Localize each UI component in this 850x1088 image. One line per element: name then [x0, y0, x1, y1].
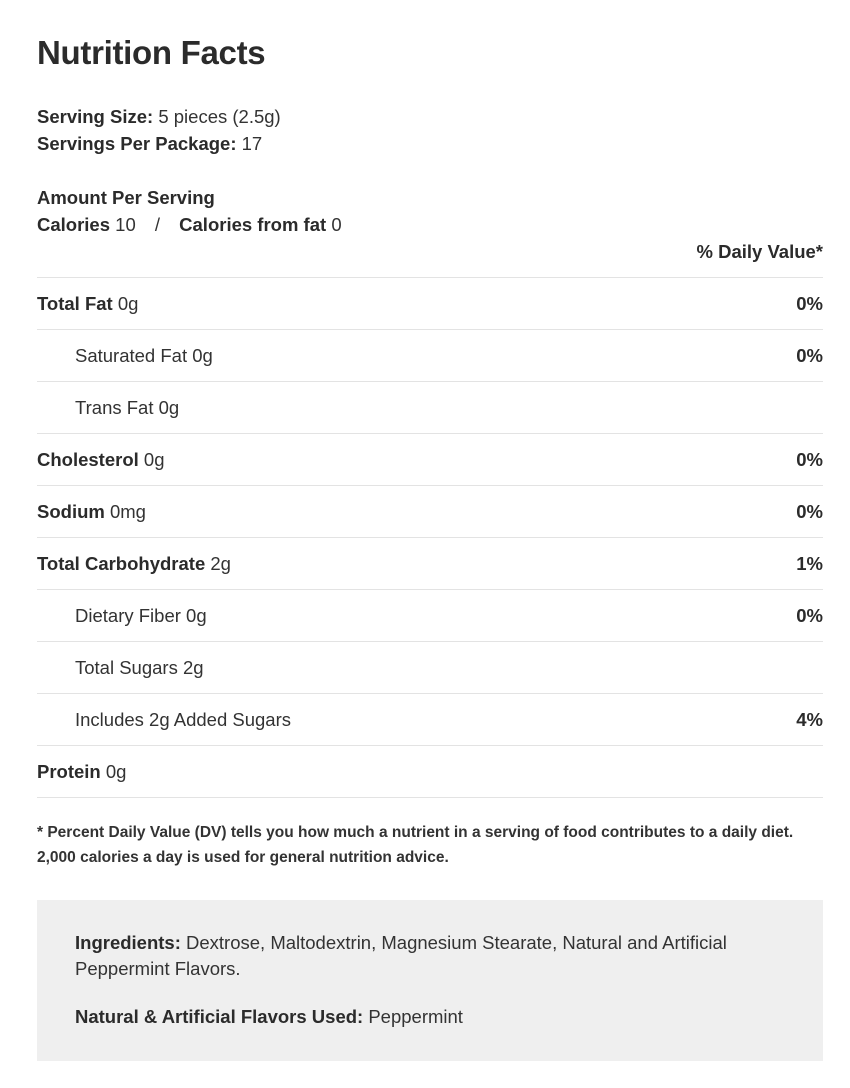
- nutrient-amount: 0g: [186, 604, 207, 626]
- nutrient-amount: 2g: [182, 656, 204, 678]
- calories-line: [37, 214, 342, 236]
- nutrient-row-total-carbohydrate: [37, 538, 823, 590]
- ingredients-panel: [37, 900, 823, 1061]
- nutrient-dv: 1%: [796, 552, 823, 574]
- nutrient-amount: 0g: [105, 760, 127, 782]
- calories-label: Calories: [37, 214, 111, 235]
- nutrient-row-protein: [37, 746, 823, 798]
- nutrient-name: Sodium: [37, 500, 105, 522]
- amount-per-serving-label: Amount Per Serving: [37, 187, 215, 208]
- page-title: Nutrition Facts: [37, 34, 266, 71]
- nutrient-name: Trans Fat: [75, 396, 154, 418]
- nutrient-dv: 0%: [796, 604, 823, 626]
- ingredients-line: [75, 930, 785, 982]
- serving-size-label: Serving Size:: [37, 106, 154, 127]
- amount-per-serving: [37, 187, 215, 209]
- calories-value: 10: [115, 214, 136, 235]
- nutrient-row-cholesterol: [37, 434, 823, 486]
- footnote-line-2: 2,000 calories a day is used for general nutrition advice.: [37, 849, 449, 866]
- nutrient-row-sodium: [37, 486, 823, 538]
- nutrient-row-added-sugars: [37, 694, 823, 746]
- nutrient-amount: 0g: [143, 448, 165, 470]
- nutrient-name: Total Carbohydrate: [37, 552, 206, 574]
- nutrient-amount: 0mg: [109, 500, 146, 522]
- nutrient-name: Cholesterol: [37, 448, 139, 470]
- nutrient-dv: 4%: [796, 708, 823, 730]
- nutrient-row-total-sugars: [37, 642, 823, 694]
- footnote-line-1: * Percent Daily Value (DV) tells you how much a nutrient in a serving of food contributes to a daily diet.: [37, 824, 794, 841]
- nutrient-name: Protein: [37, 760, 101, 782]
- nutrient-dv: 0%: [796, 500, 823, 522]
- nutrient-row-trans-fat: [37, 382, 823, 434]
- nutrient-name: Total Fat: [37, 292, 113, 314]
- nutrient-amount: 0g: [192, 344, 213, 366]
- calories-from-fat-value: 0: [331, 214, 342, 235]
- calories-separator: /: [154, 214, 161, 235]
- nutrient-dv: 0%: [796, 448, 823, 470]
- ingredients-text: Dextrose, Maltodextrin, Magnesium Stearate, Natural and Artificial Peppermint Flavors.: [75, 932, 727, 979]
- nutrient-amount: 0g: [158, 396, 180, 418]
- ingredients-label: Ingredients:: [75, 932, 181, 953]
- nutrient-amount: 0g: [117, 292, 139, 314]
- flavors-label: Natural & Artificial Flavors Used:: [75, 1006, 364, 1027]
- calories-from-fat-label: Calories from fat: [179, 214, 327, 235]
- nutrient-row-dietary-fiber: [37, 590, 823, 642]
- flavors-line: [75, 1004, 785, 1030]
- nutrient-name: Dietary Fiber: [75, 604, 181, 626]
- servings-per-package: [37, 133, 262, 155]
- serving-size-value: 5 pieces (2.5g): [158, 106, 281, 127]
- serving-size: [37, 106, 281, 128]
- nutrient-name: Total Sugars: [75, 656, 178, 678]
- nutrient-row-saturated-fat: [37, 330, 823, 382]
- nutrient-row-total-fat: [37, 278, 823, 330]
- daily-value-header: % Daily Value*: [696, 241, 823, 262]
- nutrient-amount: 2g: [210, 552, 231, 574]
- flavors-text: Peppermint: [368, 1006, 463, 1027]
- nutrient-name: Saturated Fat: [75, 344, 188, 366]
- nutrient-name: Includes 2g Added Sugars: [75, 708, 291, 730]
- daily-value-footnote: [37, 820, 827, 870]
- nutrient-dv: 0%: [796, 344, 823, 366]
- nutrient-table: [37, 277, 823, 798]
- servings-per-package-value: 17: [241, 133, 263, 154]
- nutrient-dv: 0%: [796, 292, 823, 314]
- servings-per-package-label: Servings Per Package:: [37, 133, 237, 154]
